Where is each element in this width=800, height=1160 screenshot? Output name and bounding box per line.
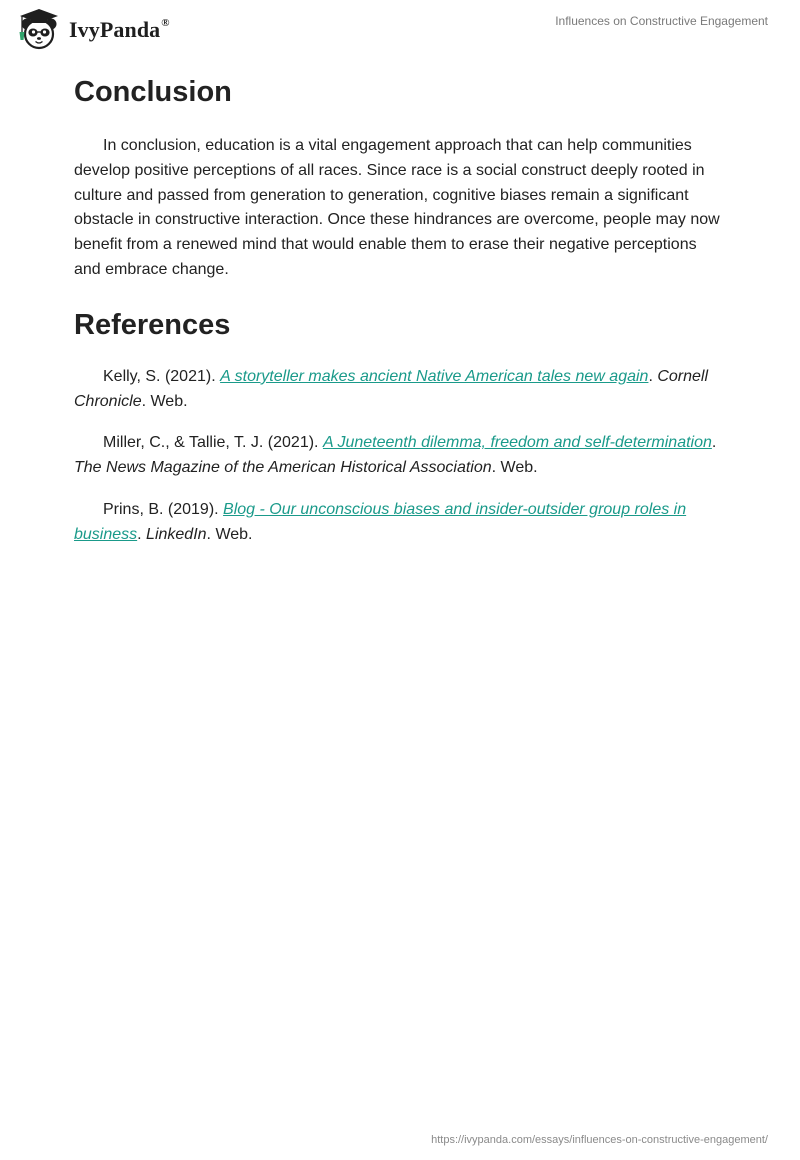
reference-source: LinkedIn [146, 525, 207, 543]
reference-author: Miller, C., & Tallie, T. J. (2021). [103, 434, 323, 452]
reference-item [74, 498, 724, 548]
reference-end: . Web. [491, 459, 538, 477]
reference-author: Kelly, S. (2021). [103, 367, 221, 385]
panda-graduate-icon [14, 7, 64, 51]
reference-author: Prins, B. (2019). [103, 500, 224, 518]
reference-end: . Web. [206, 525, 253, 543]
reference-link[interactable]: A Juneteenth dilemma, freedom and self-determination [322, 434, 712, 452]
ivypanda-logo[interactable] [14, 7, 170, 51]
reference-source: The News Magazine of the American Historical Association [74, 459, 492, 477]
reference-link[interactable]: A storyteller makes ancient Native American tales new again [220, 367, 649, 385]
reference-separator: . [648, 367, 658, 385]
logo-wordmark [69, 17, 170, 43]
reference-separator: . [711, 434, 717, 452]
registered-mark: ® [161, 16, 170, 29]
reference-end: . Web. [141, 392, 188, 410]
running-title: Influences on Constructive Engagement [555, 14, 768, 28]
references-heading: References [74, 308, 231, 341]
reference-source: Cornell Chronicle [74, 367, 709, 410]
reference-link[interactable]: Blog - Our unconscious biases and insider-outsider group roles in business [74, 500, 687, 543]
document-body [74, 72, 724, 565]
conclusion-paragraph: In conclusion, education is a vital engagement approach that can help communities develop positive perceptions of all races. Since race is a social construct deeply rooted in culture and passed from generation to generation, cognitive biases remain a significant obstacle in constructive interaction. Once these hindrances are overcome, people may now benefit from a renewed mind that would enable them to erase their negative perceptions and embrace change. [74, 137, 720, 278]
footer-url[interactable]: https://ivypanda.com/essays/influences-on-constructive-engagement/ [431, 1134, 768, 1146]
reference-item [74, 431, 724, 481]
logo-text: IvyPanda [69, 17, 161, 42]
reference-item [74, 365, 724, 415]
reference-separator: . [137, 525, 147, 543]
conclusion-heading: Conclusion [74, 76, 232, 108]
